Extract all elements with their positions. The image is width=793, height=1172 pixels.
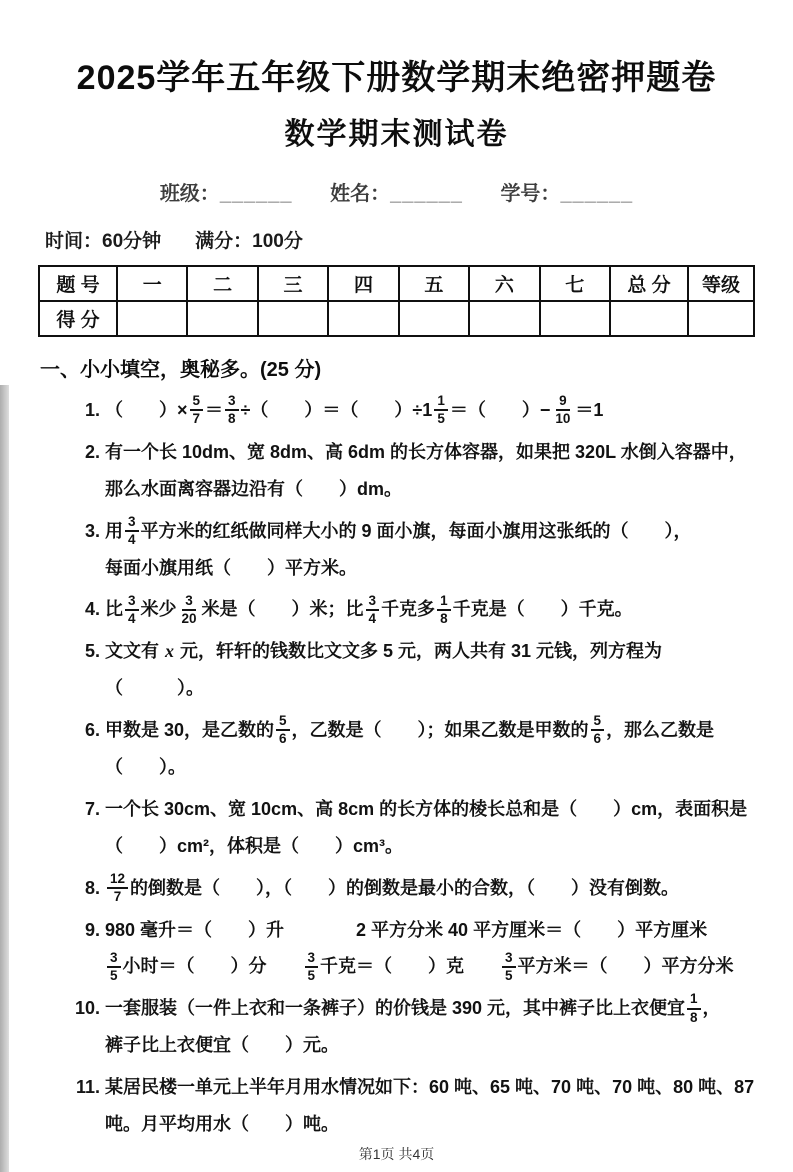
score-table-score-row: [39, 301, 754, 336]
score-table-header-cell: 三: [258, 266, 328, 301]
class-field: [160, 183, 293, 205]
question-text: 一套服装（一件上衣和一条裤子）的价钱是 390 元，其中裤子比上衣便宜 $\frac{1}{8}$ ， 裤子比上衣便宜（ ）元。: [105, 991, 721, 1056]
question-number: 4.: [84, 599, 100, 620]
question-number: 11.: [75, 1077, 100, 1098]
exam-paper: [0, 50, 793, 1172]
score-cell: [117, 301, 187, 336]
fraction: $\frac{3}{5}$: [107, 951, 121, 983]
fraction: $\frac{3}{4}$: [125, 515, 139, 547]
fraction: $\frac{1}{8}$: [437, 594, 451, 626]
question-list: [64, 392, 757, 1143]
name-blank: ______: [390, 183, 463, 205]
fraction: $\frac{3}{5}$: [305, 951, 319, 983]
question-text: 比 $\frac{3}{4}$ 米少 $\frac{3}{20}$ 米是（ ）米；比 $\frac{3}{4}$ 千克多 $\frac{1}{8}$ 千克是（ ）千克。: [105, 592, 633, 626]
score-cell: [688, 301, 754, 336]
fraction: $\frac{3}{5}$: [502, 951, 516, 983]
question-number: 6.: [84, 720, 100, 741]
question-text: 一个长 30cm、宽 10cm、高 8cm 的长方体的棱长总和是（ ）cm，表面积是 （ ）cm²，体积是（ ）cm³。: [105, 798, 748, 856]
question-item: [64, 870, 757, 907]
exam-info: [45, 226, 793, 253]
question-text: 980 毫升＝（ ）升 2 平方分米 40 平方厘米＝（ ）平方厘米 $\frac{3}{5}$ 小时＝（ ）分 $\frac{3}{5}$ 千克＝（ ）克 $\frac{3}{5}$ 平方米＝（ ）平方分米: [105, 919, 734, 983]
question-number: 5.: [84, 641, 100, 662]
question-item: [64, 712, 757, 786]
exam-full-score: 满分：100分: [195, 231, 303, 252]
question-number: 8.: [84, 877, 100, 898]
fraction: $\frac{5}{7}$: [190, 394, 204, 426]
score-table: [38, 265, 755, 337]
student-id-field: [500, 183, 633, 205]
score-cell: [187, 301, 257, 336]
score-table-header-cell: 一: [117, 266, 187, 301]
question-item: [64, 990, 757, 1064]
question-item: [64, 513, 757, 587]
score-row-label: 得 分: [39, 301, 117, 336]
fraction: $\frac{12}{7}$: [107, 872, 128, 904]
fraction: $\frac{3}{4}$: [125, 594, 139, 626]
score-cell: [258, 301, 328, 336]
name-field: [330, 183, 463, 205]
fraction: $\frac{5}{6}$: [591, 714, 605, 746]
score-cell: [540, 301, 610, 336]
score-table-header-cell: 七: [540, 266, 610, 301]
score-cell: [328, 301, 398, 336]
question-text: 某居民楼一单元上半年月用水情况如下：60 吨、65 吨、70 吨、70 吨、80 吨、87 吨。月平均用水（ ）吨。: [105, 1077, 755, 1135]
score-cell: [610, 301, 688, 336]
score-table-header-row: [39, 266, 754, 301]
score-cell: [469, 301, 539, 336]
question-number: 2.: [84, 441, 100, 462]
question-item: [64, 1069, 757, 1143]
question-text: 用 $\frac{3}{4}$ 平方米的红纸做同样大小的 9 面小旗，每面小旗用这张纸的（ ）， 每面小旗用纸（ ）平方米。: [105, 513, 692, 578]
question-item: [64, 633, 757, 707]
page-footer: 第1页 共4页: [358, 1146, 435, 1162]
section-one-heading: 一、小小填空，奥秘多。(25 分): [40, 359, 322, 381]
question-text: 文文有 x 元，轩轩的钱数比文文多 5 元，两人共有 31 元钱，列方程为 （ ）。: [105, 641, 663, 699]
class-blank: ______: [219, 183, 293, 205]
question-number: 1.: [84, 400, 100, 420]
score-table-header-cell: 等级: [688, 266, 754, 301]
question-number: 3.: [84, 520, 100, 541]
question-item: [64, 392, 757, 429]
score-table-header-cell: 六: [469, 266, 539, 301]
score-table-header-cell: 题 号: [39, 266, 117, 301]
student-info-row: [0, 177, 793, 206]
score-cell: [399, 301, 469, 336]
exam-time: 时间：60分钟: [45, 231, 162, 252]
question-number: 9.: [84, 919, 100, 940]
question-text: $\frac{12}{7}$ 的倒数是（ ），（ ）的倒数是最小的合数，（ ）没有倒数。: [105, 870, 757, 907]
question-number: 7.: [84, 798, 100, 819]
score-table-header-cell: 四: [328, 266, 398, 301]
fraction: $\frac{5}{6}$: [276, 714, 290, 746]
fraction: $\frac{1}{8}$: [687, 992, 701, 1024]
question-item: [64, 791, 757, 865]
student-id-blank: ______: [560, 183, 634, 205]
score-table-header-cell: 二: [187, 266, 257, 301]
name-label: 姓名：: [330, 183, 391, 205]
student-id-label: 学号：: [500, 183, 561, 205]
fraction: $\frac{3}{20}$: [181, 592, 197, 626]
question-item: [64, 912, 757, 986]
question-text: （ ）× $\frac{5}{7}$ ＝ $\frac{3}{8}$ ÷（ ）＝（ ）÷1 $\frac{1}{5}$ ＝（ ）− $\frac{9}{10}$ ＝1: [105, 393, 604, 427]
question-text: 有一个长 10dm、宽 8dm、高 6dm 的长方体容器，如果把 320L 水倒入容器中， 那么水面离容器边沿有（ ）dm。: [105, 441, 747, 499]
score-table-header-cell: 总 分: [610, 266, 688, 301]
exam-title-line2: 数学期末测试卷: [284, 118, 509, 151]
fraction: $\frac{3}{4}$: [366, 594, 380, 626]
exam-title-line1: 2025学年五年级下册数学期末绝密押题卷: [76, 59, 717, 97]
question-item: [64, 434, 757, 508]
question-text: 甲数是 30，是乙数的 $\frac{5}{6}$ ，乙数是（ ）；如果乙数是甲数的 $\frac{5}{6}$ ，那么乙数是 （ ）。: [105, 713, 715, 778]
fraction: $\frac{9}{10}$: [555, 393, 571, 427]
class-label: 班级：: [159, 183, 220, 205]
fraction: $\frac{1}{5}$: [434, 394, 448, 426]
score-table-header-cell: 五: [399, 266, 469, 301]
scan-edge-strip: [0, 385, 9, 1172]
question-item: [64, 591, 757, 628]
fraction: $\frac{3}{8}$: [225, 394, 239, 426]
question-number: 10.: [74, 998, 100, 1019]
